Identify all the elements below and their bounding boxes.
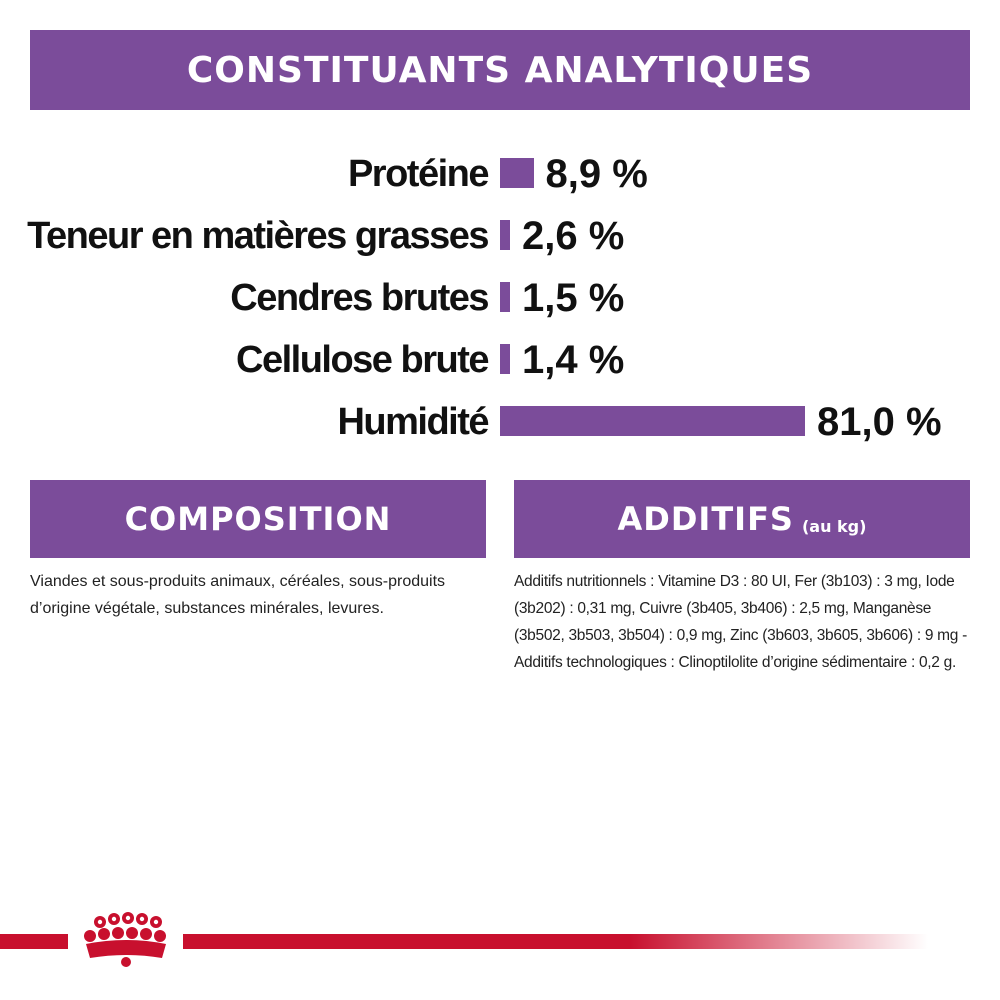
section-title: CONSTITUANTS ANALYTIQUES: [186, 49, 814, 91]
bar-chart: [0, 140, 1000, 460]
footer-line-left: [0, 934, 68, 949]
additifs-unit-note: (au kg): [801, 516, 867, 536]
chart-row: [0, 144, 1000, 204]
value-label: 2,6 %: [522, 214, 625, 258]
bar: [500, 282, 510, 312]
category-label: Teneur en matières grasses: [27, 215, 488, 257]
bar: [500, 344, 510, 374]
value-label: 1,5 %: [522, 276, 625, 320]
category-label: Humidité: [337, 401, 488, 443]
composition-text: Viandes et sous-produits animaux, céréales, sous-produits d’origine végétale, substances minérales, levures.: [30, 573, 446, 617]
category-label: Cellulose brute: [236, 339, 488, 381]
value-label: 8,9 %: [545, 152, 648, 196]
category-label: Protéine: [347, 153, 488, 195]
section-header-constituants: [30, 30, 970, 110]
additifs-text: Additifs nutritionnels : Vitamine D3 : 80 UI, Fer (3b103) : 3 mg, Iode (3b202) : 0,31 mg, Cuivre (3b405, 3b406) : 2,5 mg, Manganèse (3b502, 3b503, 3b504) : 0,9 mg, Zinc (3b603, 3b605, 3b606) : 9 mg - Additifs technologiques : Clinoptilolite d’origine sédimentaire : 0,2 g.: [514, 573, 967, 671]
composition-title: COMPOSITION: [124, 500, 392, 538]
bar: [500, 220, 510, 250]
bar: [500, 158, 534, 188]
value-label: 81,0 %: [817, 400, 942, 444]
chart-row: [0, 330, 1000, 390]
bar: [500, 406, 805, 436]
chart-row: [0, 206, 1000, 266]
category-label: Cendres brutes: [230, 277, 488, 319]
value-label: 1,4 %: [522, 338, 625, 382]
chart-row: [0, 268, 1000, 328]
crown-icon: [70, 910, 182, 970]
section-header-additifs: [514, 480, 970, 558]
chart-row: [0, 392, 1000, 452]
footer-line-right: [183, 934, 928, 949]
additifs-title: ADDITIFS: [617, 500, 794, 538]
section-header-composition: [30, 480, 486, 558]
